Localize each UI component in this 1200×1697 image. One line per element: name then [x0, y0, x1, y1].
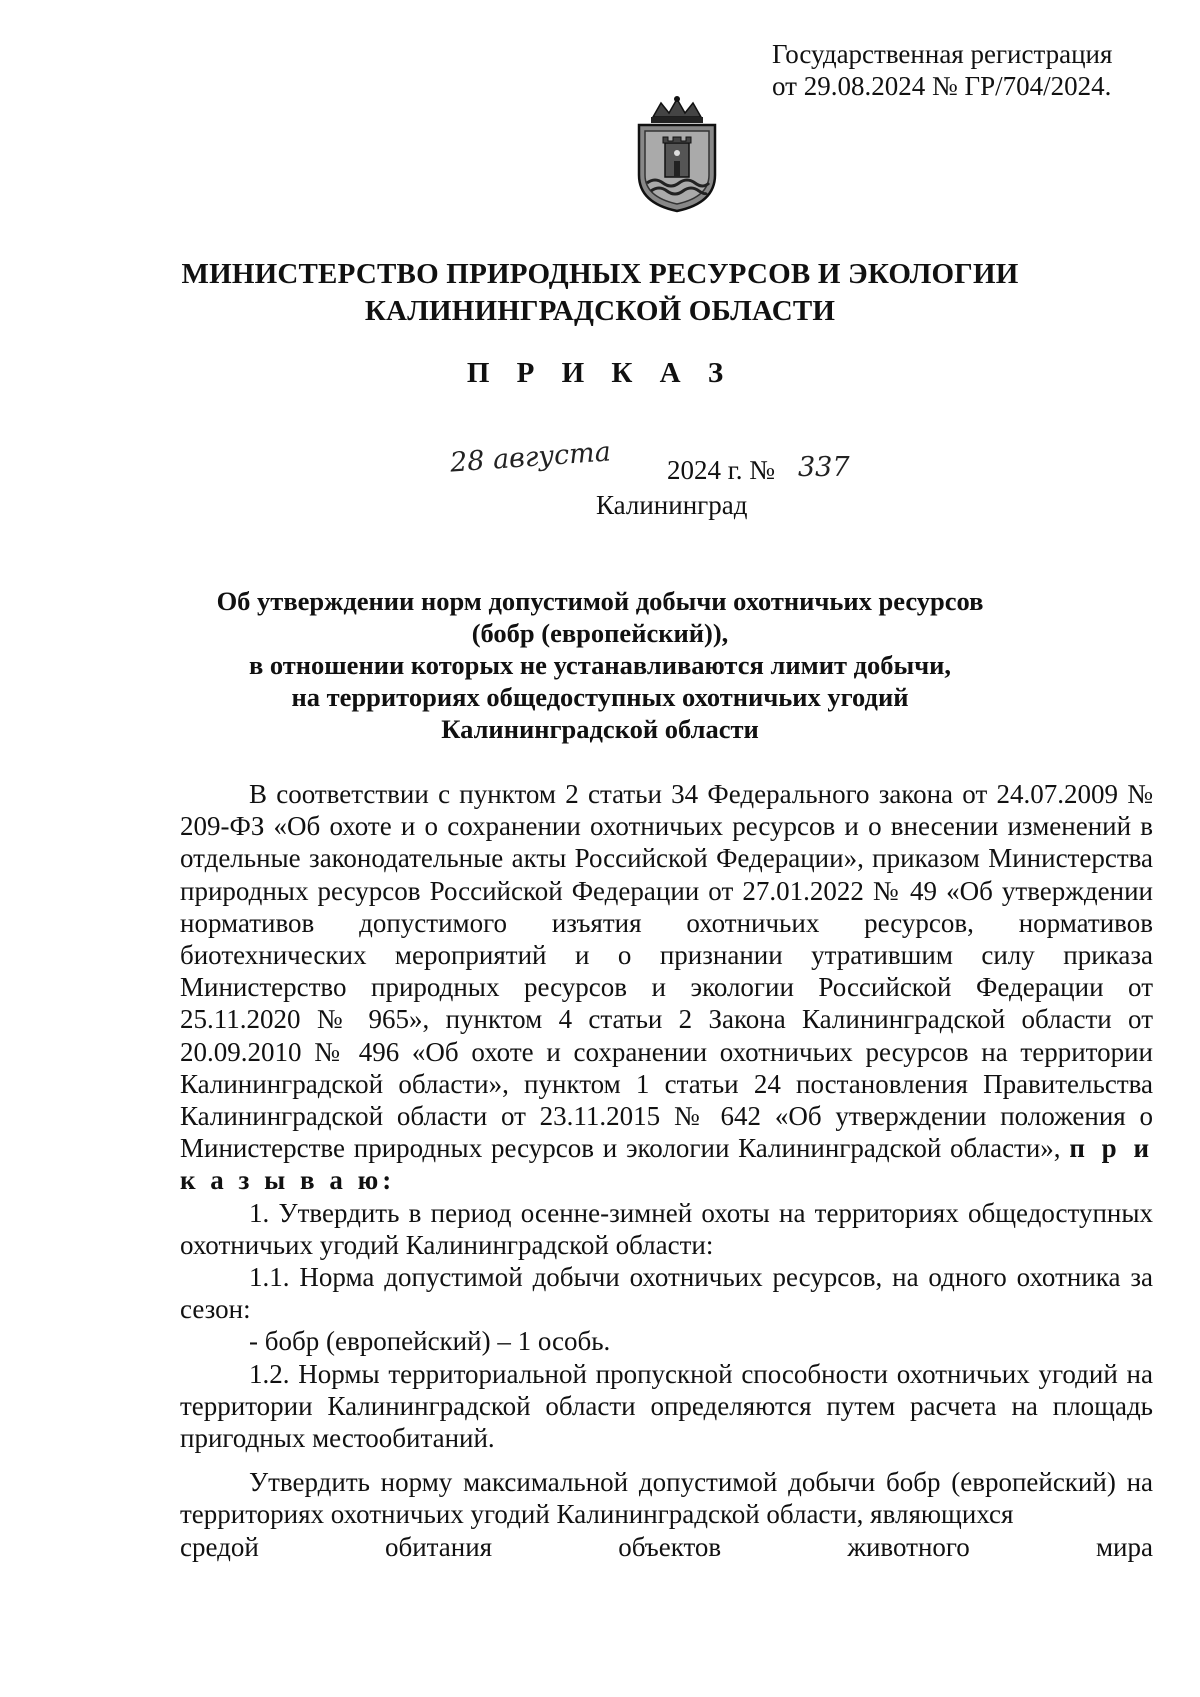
registration-stamp [772, 38, 1112, 102]
coat-of-arms-icon [631, 95, 723, 215]
handwritten-date: 28 августа [449, 436, 612, 479]
preamble-paragraph [180, 778, 1153, 1197]
tail-word: животного [847, 1531, 970, 1562]
title-line-3: в отношении которых не устанавливаются лимит добычи, [248, 650, 952, 680]
title-line-1: Об утверждении норм допустимой добычи охотничьих ресурсов [216, 586, 984, 616]
item-2: Утвердить норму максимальной допустимой добычи бобр (европейский) на территориях охотничьих угодий Калининградской области, являющихся [180, 1467, 1153, 1530]
registration-line-2: от 29.08.2024 № ГР/704/2024. [772, 71, 1112, 101]
document-type: П Р И К А З [466, 357, 734, 389]
preamble-text: В соответствии с пунктом 2 статьи 34 Федерального закона от 24.07.2009 № 209-ФЗ «Об охоте и о сохранении охотничьих ресурсов и о внесении изменений в отдельные законодательные акты Российской Федерации», приказом Министерства природных ресурсов Российской Федерации от 27.01.2022 № 49 «Об утверждении нормативов допустимого изъятия охотничьих ресурсов, нормативов биотехнических мероприятий и о признании утратившим силу приказа Министерство природных ресурсов и экологии Российской Федерации от 25.11.2020 № 965», пунктом 4 статьи 2 Закона Калининградской области от 20.09.2010 № 496 «Об охоте и сохранении охотничьих ресурсов на территории Калининградской области», пунктом 1 статьи 24 постановления Правительства Калининградской области от 23.11.2015 № 642 «Об утверждении положения о Министерстве природных ресурсов и экологии Калининградской области», [180, 779, 1153, 1164]
document-title [0, 585, 1200, 745]
tail-word: средой [180, 1531, 259, 1562]
ministry-line-1: МИНИСТЕРСТВО ПРИРОДНЫХ РЕСУРСОВ И ЭКОЛОГИИ [181, 258, 1019, 290]
order-word: п р и к а з ы в а ю: [180, 1133, 1154, 1196]
item-1: 1. Утвердить в период осенне-зимней охоты на территориях общедоступных охотничьих угодий Калининградской области: [180, 1197, 1153, 1260]
tail-word: обитания [384, 1531, 493, 1562]
date-year-number-label: 2024 г. № [667, 455, 776, 485]
registration-line-1: Государственная регистрация [772, 39, 1113, 69]
document-body [180, 778, 1153, 1563]
title-line-4: на территориях общедоступных охотничьих угодий [291, 682, 909, 712]
item-2-tail-line [180, 1531, 1153, 1563]
item-1-2: 1.2. Нормы территориальной пропускной способности охотничьих угодий на территории Калининградской области определяются путем расчета на площадь пригодных местообитаний. [180, 1358, 1153, 1454]
ministry-header [0, 256, 1200, 330]
ministry-line-2: КАЛИНИНГРАДСКОЙ ОБЛАСТИ [364, 295, 836, 327]
tail-word: объектов [618, 1531, 722, 1562]
city-name: Калининград [596, 490, 748, 520]
item-1-1: 1.1. Норма допустимой добычи охотничьих ресурсов, на одного охотника за сезон: [180, 1262, 1153, 1325]
handwritten-order-number: 337 [798, 452, 850, 483]
title-line-2: (бобр (европейский)), [471, 618, 729, 648]
item-1-1-value: - бобр (европейский) – 1 особь. [249, 1326, 611, 1357]
title-line-5: Калининградской области [441, 714, 759, 744]
tail-word: мира [1095, 1531, 1153, 1562]
